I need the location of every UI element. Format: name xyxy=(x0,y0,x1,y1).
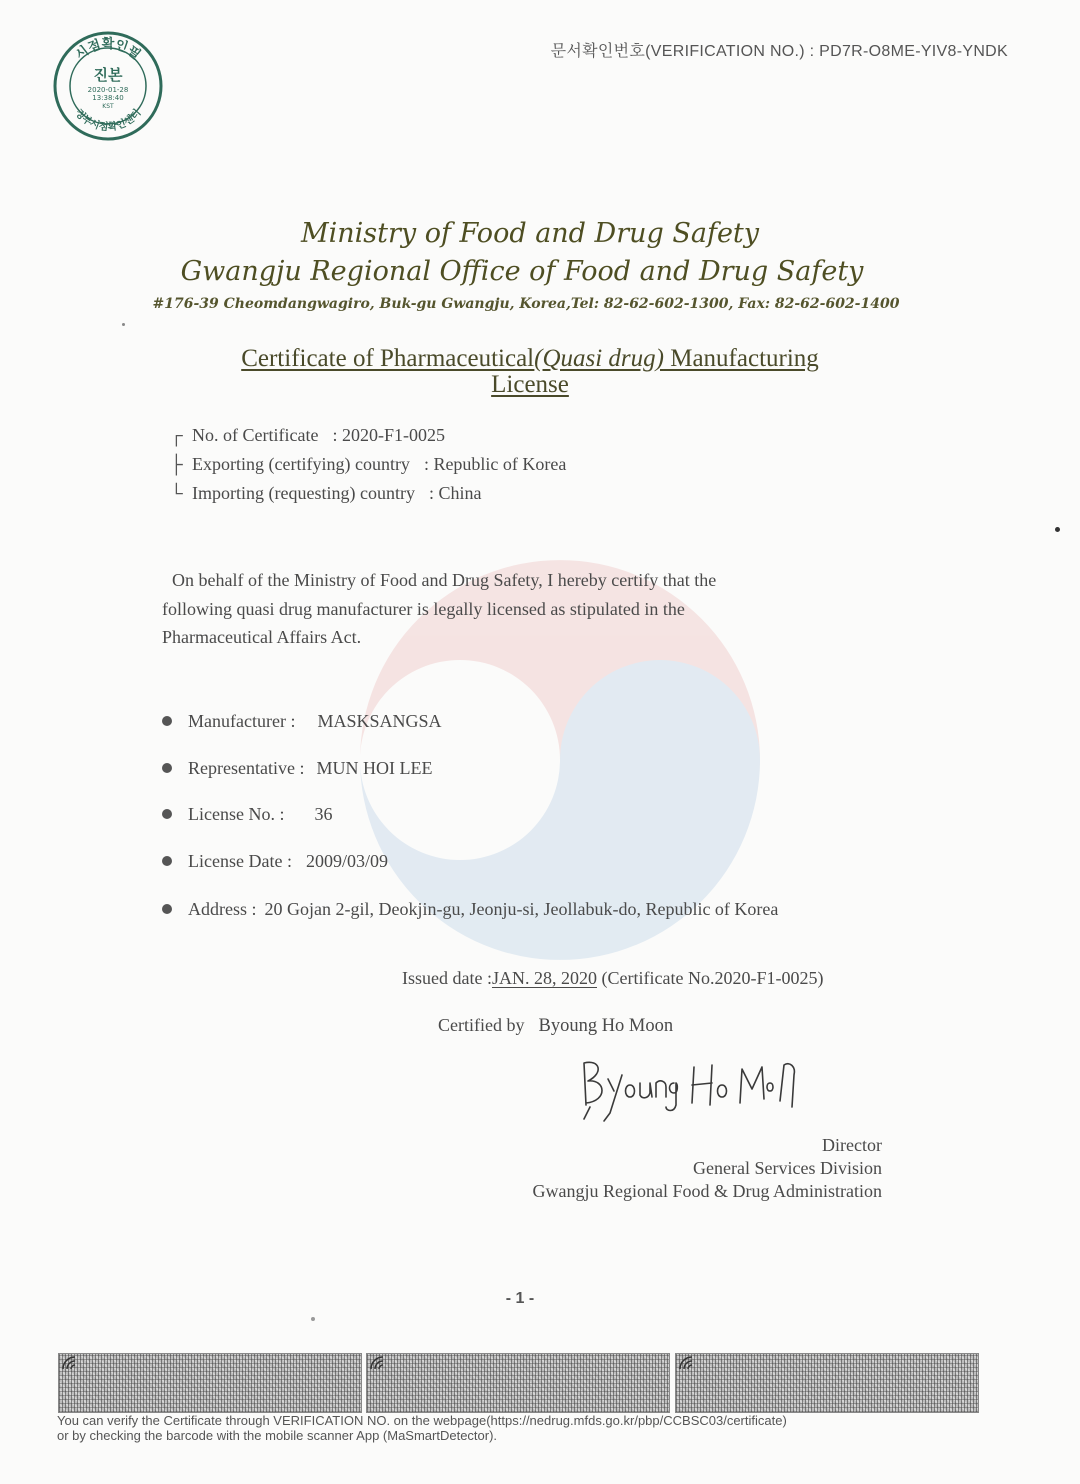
verification-number: 문서확인번호(VERIFICATION NO.) : PD7R-O8ME-YIV8-YNDK xyxy=(550,43,1008,60)
meta-row-exporting-country xyxy=(170,454,566,475)
certifier-name: Byoung Ho Moon xyxy=(538,1016,674,1036)
bracket-glyph: ┌ xyxy=(170,425,183,445)
issued-label: Issued date : xyxy=(402,968,492,988)
seal-bottom-text: 정부시점확인센터 xyxy=(72,107,144,134)
scan-mark-icon xyxy=(369,1355,391,1371)
bracket-glyph: └ xyxy=(170,483,183,503)
detail-value: MUN HOI LEE xyxy=(316,758,433,778)
paragraph-line2: following quasi drug manufacturer is legally licensed as stipulated in the xyxy=(162,598,685,619)
seal-center: 진본 xyxy=(93,66,123,84)
bracket-glyph: ├ xyxy=(170,454,183,474)
title-line2: License xyxy=(491,371,569,398)
bullet-icon xyxy=(162,856,172,866)
scan-speck xyxy=(122,323,125,326)
ministry-name: Ministry of Food and Drug Safety xyxy=(300,218,760,249)
certificate-title xyxy=(180,346,880,372)
paragraph-line3: Pharmaceutical Affairs Act. xyxy=(162,627,362,647)
svg-text:정부시점확인센터 xyxy=(73,106,144,133)
meta-label: Exporting (certifying) country xyxy=(192,454,410,474)
scan-speck xyxy=(1055,527,1060,532)
seal-time: 13:38:40 xyxy=(92,94,124,102)
footer-line1: You can verify the Certificate through VERIFICATION NO. on the webpage(https://nedrug.mfds.go.kr/pbp/CCBSC03/certificate) xyxy=(57,1413,787,1428)
meta-value: : 2020-F1-0025 xyxy=(332,425,445,445)
detail-label: License Date : xyxy=(188,851,292,871)
detail-value: 2009/03/09 xyxy=(305,851,388,871)
detail-label: License No. : xyxy=(188,804,285,824)
seal-date: 2020-01-28 xyxy=(87,86,129,94)
meta-row-certificate-no xyxy=(170,425,445,446)
paragraph-line1: On behalf of the Ministry of Food and Drug Safety, I hereby certify that the xyxy=(172,570,717,590)
scan-mark-icon xyxy=(61,1355,83,1371)
bullet-icon xyxy=(162,809,172,819)
meta-value: : Republic of Korea xyxy=(423,454,567,474)
certificate-title-line2 xyxy=(180,372,880,398)
scan-speck xyxy=(311,1317,315,1321)
signer-title: Director xyxy=(822,1135,882,1155)
detail-label: Manufacturer : xyxy=(188,711,296,731)
scan-mark-icon xyxy=(678,1355,700,1371)
meta-row-importing-country xyxy=(170,483,481,504)
verification-seal xyxy=(52,30,164,142)
detail-license-date xyxy=(162,851,388,872)
signer-organization: Gwangju Regional Food & Drug Administration xyxy=(532,1181,882,1201)
handwritten-signature xyxy=(570,1045,810,1125)
signer-division: General Services Division xyxy=(693,1158,882,1178)
verification-barcode xyxy=(366,1353,670,1413)
detail-value: 20 Gojan 2-gil, Deokjin-gu, Jeonju-si, Jeollabuk-do, Republic of Korea xyxy=(264,899,779,919)
title-part3: Manufacturing xyxy=(663,345,819,372)
bullet-icon xyxy=(162,763,172,773)
certified-by-line xyxy=(438,1015,673,1037)
verification-barcode xyxy=(58,1353,362,1413)
regional-office-name: Gwangju Regional Office of Food and Drug Safety xyxy=(180,256,864,287)
seal-top-text: 시점확인필 xyxy=(72,36,144,64)
issued-cert-no: (Certificate No.2020-F1-0025) xyxy=(597,968,824,988)
detail-value: MASKSANGSA xyxy=(317,711,442,731)
meta-label: No. of Certificate xyxy=(192,425,319,445)
office-address: #176-39 Cheomdangwagiro, Buk-gu Gwangju, Korea,Tel: 82-62-602-1300, Fax: 82-62-602-1400 xyxy=(152,296,900,312)
bullet-icon xyxy=(162,716,172,726)
detail-manufacturer xyxy=(162,711,441,732)
certification-paragraph xyxy=(162,566,884,652)
detail-representative xyxy=(162,758,432,779)
issued-date: JAN. 28, 2020 xyxy=(491,968,597,988)
title-part2: (Quasi drug) xyxy=(534,345,664,372)
detail-value: 36 xyxy=(314,804,333,824)
footer-line2: or by checking the barcode with the mobile scanner App (MaSmartDetector). xyxy=(57,1428,498,1443)
seal-zone: KST xyxy=(102,103,114,110)
detail-address xyxy=(162,899,778,920)
meta-label: Importing (requesting) country xyxy=(192,483,415,503)
meta-value: : China xyxy=(428,483,482,503)
detail-label: Representative : xyxy=(188,758,305,778)
verification-barcode xyxy=(675,1353,979,1413)
issued-date-line xyxy=(402,968,823,989)
certified-label: Certified by xyxy=(438,1015,525,1035)
title-part1: Certificate of Pharmaceutical xyxy=(241,345,535,372)
detail-license-no xyxy=(162,804,332,825)
verification-footer xyxy=(57,1413,957,1443)
page-number: - 1 - xyxy=(505,1290,535,1307)
detail-label: Address : xyxy=(188,899,257,919)
bullet-icon xyxy=(162,904,172,914)
